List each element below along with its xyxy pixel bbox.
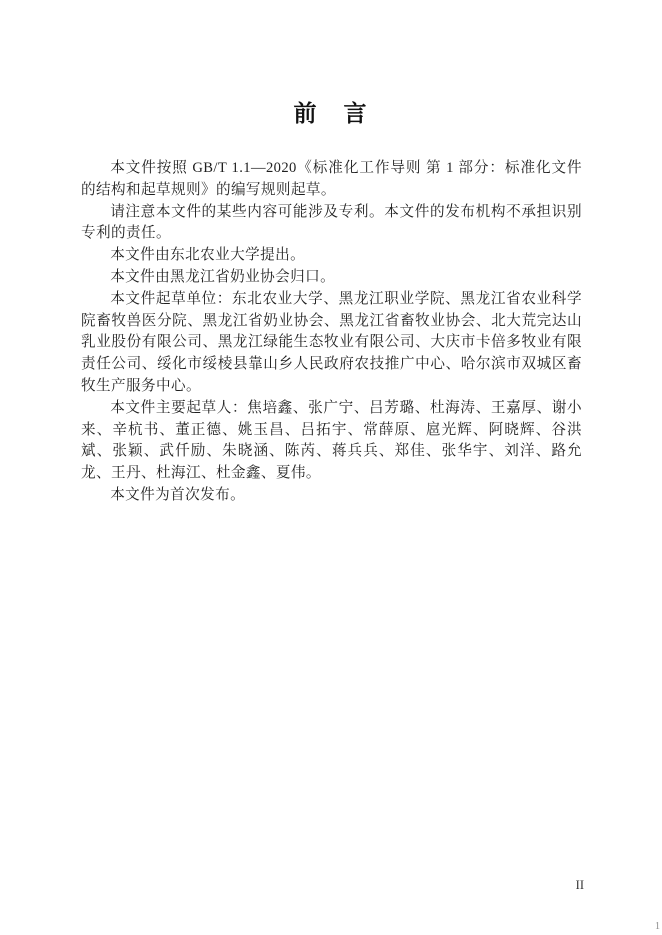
paragraph-drafting-rules: 本文件按照 GB/T 1.1—2020《标准化工作导则 第 1 部分：标准化文件的结构和起草规则》的编写规则起草。 [81,160,582,198]
page-title: 前 言 [293,100,369,126]
corner-page-mark: 1 [655,921,660,932]
paragraph-patent-notice: 请注意本文件的某些内容可能涉及专利。本文件的发布机构不承担识别专利的责任。 [81,203,582,242]
paragraph-main-drafters: 本文件主要起草人：焦培鑫、张广宁、吕芳璐、杜海涛、王嘉厚、谢小来、辛杭书、董正德、姚玉昌、吕拓宇、常薛原、扈光辉、阿晓辉、谷洪斌、张颖、武仟励、朱晓涵、陈芮、蒋兵兵、郑佳、张华宇、刘洋、路允龙、王丹、杜海江、杜金鑫、夏伟。 [81,399,582,482]
paragraph-drafting-organizations: 本文件起草单位：东北农业大学、黑龙江职业学院、黑龙江省农业科学院畜牧兽医分院、黑龙江省奶业协会、黑龙江省畜牧业协会、北大荒完达山乳业股份有限公司、黑龙江绿能生态牧业有限公司、大庆市卡倍多牧业有限责任公司、绥化市绥棱县靠山乡人民政府农技推广中心、哈尔滨市双城区畜牧生产服务中心。 [81,290,582,394]
page-number: II [575,878,584,892]
paragraph-proposed-by: 本文件由东北农业大学提出。 [110,247,306,264]
paragraph-centralized-by: 本文件由黑龙江省奶业协会归口。 [110,268,336,285]
paragraph-first-issue: 本文件为首次发布。 [110,486,246,503]
document-body [81,158,582,507]
